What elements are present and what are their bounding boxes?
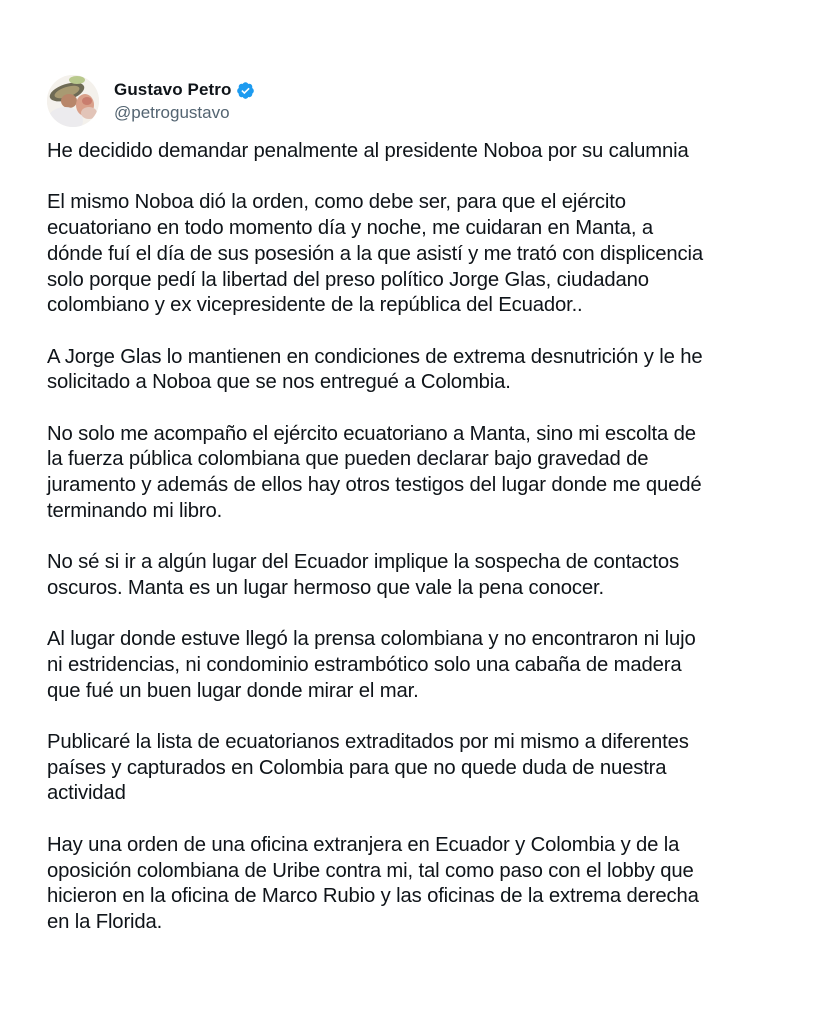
tweet-paragraph: He decidido demandar penalmente al presidente Noboa por su calumnia — [47, 140, 689, 162]
tweet-paragraph: Hay una orden de una oficina extranjera en Ecuador y Colombia y de la oposición colombiana de Uribe contra mi, tal como paso con el lobby que hicieron en la oficina de Marco Rubio y las oficinas de la extrema derecha en la Florida. — [47, 833, 699, 933]
tweet-paragraph: No sé si ir a algún lugar del Ecuador implique la sospecha de contactos oscuros. Manta es un lugar hermoso que vale la pena conocer. — [47, 551, 679, 599]
tweet-paragraph: No solo me acompaño el ejército ecuatoriano a Manta, sino mi escolta de la fuerza pública colombiana que pueden declarar bajo gravedad de juramento y además de ellos hay otros testigos del lugar donde me quedé terminando mi libro. — [47, 422, 702, 522]
avatar[interactable] — [47, 75, 99, 127]
tweet-paragraph: Publicaré la lista de ecuatorianos extraditados por mi mismo a diferentes países y capturados en Colombia para que no quede duda de nuestra actividad — [47, 731, 689, 805]
profile-photo-icon — [47, 75, 99, 127]
verified-badge-icon — [236, 81, 255, 100]
tweet-paragraph: A Jorge Glas lo mantienen en condiciones de extrema desnutrición y le he solicitado a Noboa que se nos entregué a Colombia. — [47, 345, 703, 394]
author-handle[interactable]: @petrogustavo — [114, 103, 230, 122]
name-row — [114, 78, 255, 102]
tweet-text — [47, 139, 787, 936]
tweet-paragraph: Al lugar donde estuve llegó la prensa colombiana y no encontraron ni lujo ni estridencias, ni condominio estrambótico solo una cabaña de madera que fué un buen lugar donde mirar el mar. — [47, 628, 696, 702]
tweet-paragraph: El mismo Noboa dió la orden, como debe ser, para que el ejército ecuatoriano en todo momento día y noche, me cuidaran en Manta, a dónde fuí el día de sus posesión a la que asistí y me trató con displicencia solo porque pedí la libertad del preso político Jorge Glas, ciudadano colombiano y ex vicepresidente de la república del Ecuador.. — [47, 191, 704, 317]
tweet-header — [47, 74, 255, 128]
author-display-name[interactable]: Gustavo Petro — [114, 80, 232, 99]
author-identity — [114, 78, 255, 124]
